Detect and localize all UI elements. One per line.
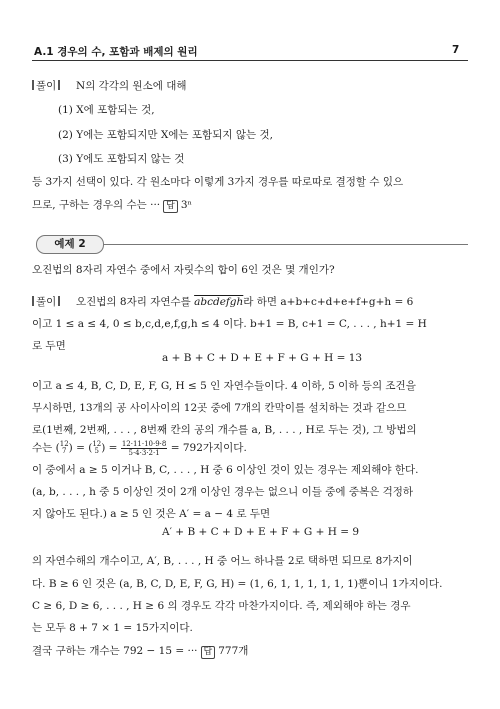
running-header-title: A.1 경우의 수, 포함과 배제의 원리	[34, 46, 198, 58]
solution-tag: 풀이	[32, 294, 62, 309]
example-question: 오진법의 8자리 자연수 중에서 자릿수의 합이 6인 것은 몇 개인가?	[32, 264, 335, 276]
paragraph-line: 결국 구하는 개수는 792 − 15 = ··· 답 777개	[32, 645, 249, 657]
solution-tag: 풀이	[32, 78, 62, 93]
paragraph-line: 수는 ( 12 7 ) = ( 12 5 ) = $\frac{12\cdot 11\cdot 10\cdot 9\cdot 8}{5\cdot 4\cdot 3\cdot 2\cdot 1}$ = 792가지이다.	[32, 440, 247, 457]
paragraph-line: 의 자연수해의 개수이고, A′, B, . . . , H 중 어느 하나를 2로 택하면 되므로 8가지이	[32, 555, 413, 567]
paragraph-line: 이고 1 ≤ a ≤ 4, 0 ≤ b,c,d,e,f,g,h ≤ 4 이다. b+1 = B, c+1 = C, . . . , h+1 = H	[32, 318, 427, 330]
paragraph-line: 로(1번째, 2번째, . . . , 8번째 칸의 공의 개수를 a, B, . . . , H로 두는 것), 그 방법의	[32, 424, 417, 436]
answer-box: 답	[163, 200, 178, 213]
paragraph-line: C ≥ 6, D ≥ 6, . . . , H ≥ 6 의 경우도 각각 마찬가지이다. 즉, 제외해야 하는 경우	[32, 600, 411, 612]
equation: A′ + B + C + D + E + F + G + H = 9	[162, 526, 360, 538]
paragraph-line: 무시하면, 13개의 공 사이사이의 12곳 중에 7개의 칸막이를 설치하는 것과 같으므	[32, 402, 407, 414]
paragraph-line: 로 두면	[32, 340, 66, 352]
solution-intro: N의 각각의 원소에 대해	[76, 80, 187, 92]
case-item: (2) Y에는 포함되지만 X에는 포함되지 않는 것,	[58, 129, 273, 141]
paragraph-line: (a, b, . . . , h 중 5 이상인 것이 2개 이상인 경우는 없으니 이들 중에 중복은 걱정하	[32, 486, 414, 498]
binomial: 12 7	[59, 440, 69, 455]
paragraph-line: 이고 a ≤ 4, B, C, D, E, F, G, H ≤ 5 인 자연수들이다. 4 이하, 5 이하 등의 조건을	[32, 380, 416, 392]
equation: a + B + C + D + E + F + G + H = 13	[162, 352, 363, 364]
answer-box: 답	[201, 646, 216, 659]
header-rule	[32, 60, 468, 61]
overlined-number: abcdefgh	[194, 296, 244, 308]
fraction: $\frac{12\cdot 11\cdot 10\cdot 9\cdot 8}{5\cdot 4\cdot 3\cdot 2\cdot 1}$	[121, 440, 167, 457]
answer-value: 3ⁿ	[180, 199, 193, 211]
binomial: 12 5	[92, 440, 102, 455]
paragraph-line: 등 3가지 선택이 있다. 각 원소마다 이렇게 3가지 경우를 따로따로 결정할 수 있으	[32, 176, 404, 188]
example-divider	[100, 244, 468, 245]
paragraph-line: 므로, 구하는 경우의 수는 ··· 답 3ⁿ	[32, 199, 193, 211]
example-label: 예제 2	[36, 235, 104, 254]
case-item: (3) Y에도 포함되지 않는 것	[58, 153, 185, 165]
paragraph-line: 다. B ≥ 6 인 것은 (a, B, C, D, E, F, G, H) = (1, 6, 1, 1, 1, 1, 1, 1)뿐이니 1가지이다.	[32, 578, 443, 590]
paragraph-line: 오진법의 8자리 자연수를 abcdefgh라 하면 a+b+c+d+e+f+g+h = 6	[76, 296, 414, 308]
page-number: 7	[452, 44, 460, 56]
paragraph-line: 는 모두 8 + 7 × 1 = 15가지이다.	[32, 622, 193, 634]
answer-value: 777개	[218, 645, 249, 657]
case-item: (1) X에 포함되는 것,	[58, 104, 155, 116]
paragraph-line: 지 않아도 된다.) a ≥ 5 인 것은 A′ = a − 4 로 두면	[32, 508, 271, 520]
paragraph-line: 이 중에서 a ≥ 5 이거나 B, C, . . . , H 중 6 이상인 것이 있는 경우는 제외해야 한다.	[32, 464, 419, 476]
